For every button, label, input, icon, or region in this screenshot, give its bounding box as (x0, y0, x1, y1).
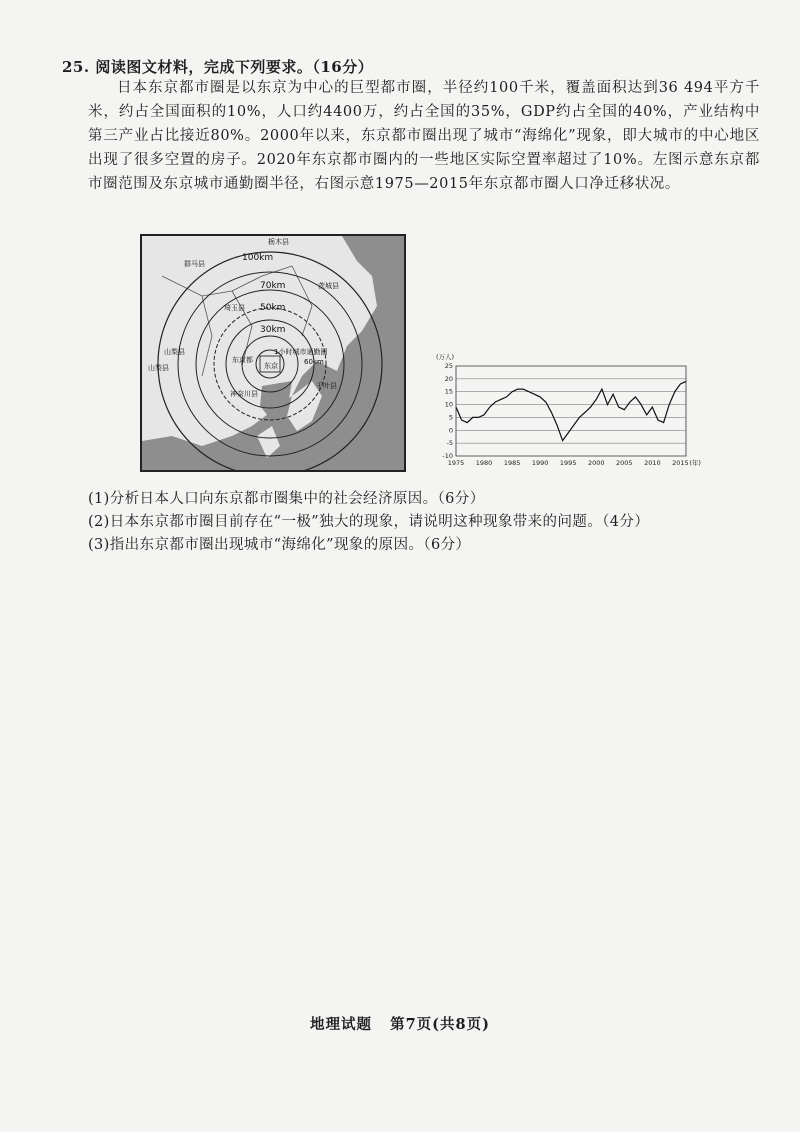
place-gunma: 群马县 (184, 260, 205, 268)
place-ibaraki: 茨城县 (318, 282, 339, 290)
x-tick-label: 2000 (587, 459, 605, 467)
question-header: 25. 阅读图文材料，完成下列要求。（16分） (62, 58, 374, 76)
x-tick-label: 1995 (559, 459, 577, 467)
x-tick-label: 1980 (475, 459, 493, 467)
inner-60km-label: 60km (304, 358, 324, 366)
inner-commute-label: 1小时城市通勤圈 (274, 348, 328, 356)
series-line (456, 381, 686, 440)
place-saitama: 埼玉县 (224, 304, 245, 312)
center-tokyo-label: 东京 (264, 362, 278, 370)
sub-question-3: (3)指出东京都市圈出现城市“海绵化”现象的原因。（6分） (88, 537, 471, 553)
x-tick-label: 1985 (503, 459, 521, 467)
place-kanagawa: 神奈川县 (230, 390, 258, 398)
y-tick-label: -10 (442, 452, 453, 460)
page-footer (0, 1013, 800, 1034)
ring-label-70: 70km (260, 281, 286, 291)
tokyo-map-figure (140, 234, 406, 472)
y-tick-label: 25 (444, 362, 453, 370)
sub-questions (88, 488, 649, 557)
question-paragraph: 日本东京都市圈是以东京为中心的巨型都市圈，半径约100千米，覆盖面积达到36 494平方千米，约占全国面积的10%，人口约4400万，约占全国的35%，GDP约占全国的40%，产业结构中第三产业占比接近80%。2000年以来，东京都市圈出现了城市“海绵化”现象，即大城市的中心地区出现了很多空置的房子。2020年东京都市圈内的一些地区实际空置率超过了10%。左图示意东京都市圈范围及东京城市通勤圈半径，右图示意1975—2015年东京都市圈人口净迁移状况。 (88, 80, 760, 192)
ring-label-30: 30km (260, 325, 286, 335)
tokyo-map-svg (142, 236, 404, 470)
ring-label-50: 50km (260, 303, 286, 313)
place-tokyo: 东京都 (232, 356, 253, 364)
y-tick-label: -5 (446, 439, 453, 448)
y-tick-label: 10 (444, 400, 453, 409)
x-axis-label: (年) (689, 459, 701, 467)
place-tochigi: 栃木县 (268, 238, 289, 246)
y-tick-label: 15 (444, 387, 453, 396)
plot-frame (456, 366, 686, 456)
x-tick-label: 1990 (531, 459, 549, 467)
x-tick-label: 2015 (672, 459, 689, 467)
y-tick-label: 0 (448, 426, 453, 435)
migration-chart-svg (434, 350, 712, 470)
x-tick-label: 2005 (616, 459, 633, 467)
y-axis-label: (万人) (436, 353, 455, 361)
place-yamanashi-a: 山梨县 (164, 348, 185, 356)
x-tick-label: 1975 (447, 459, 465, 467)
sub-question-1: (1)分析日本人口向东京都市圈集中的社会经济原因。（6分） (88, 491, 485, 507)
footer-subject: 地理试题 (310, 1016, 373, 1033)
place-chiba: 千叶县 (316, 382, 337, 390)
y-tick-label: 5 (448, 413, 453, 422)
ring-label-100: 100km (242, 253, 274, 263)
place-yamanashi-b: 山梨县 (148, 364, 169, 372)
x-tick-label: 2010 (644, 459, 661, 467)
footer-page: 第7页(共8页) (390, 1016, 490, 1033)
y-tick-label: 20 (444, 374, 453, 383)
migration-chart (434, 350, 712, 470)
sub-question-2: (2)日本东京都市圈目前存在“一极”独大的现象，请说明这种现象带来的问题。（4分） (88, 514, 650, 530)
